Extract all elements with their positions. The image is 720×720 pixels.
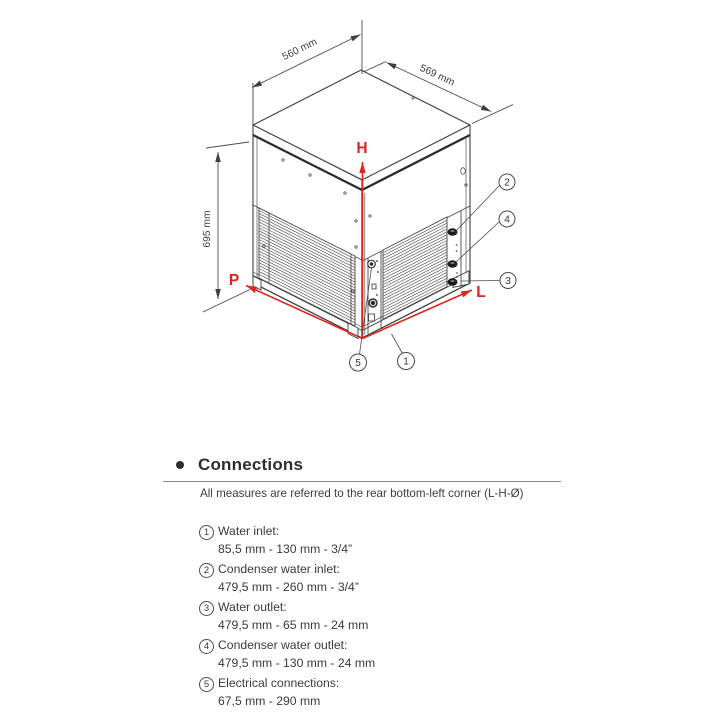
item-label: Condenser water inlet: bbox=[218, 562, 340, 576]
connections-heading-label: Connections bbox=[198, 455, 304, 474]
measures-note: All measures are referred to the rear bottom-left corner (L-H-Ø) bbox=[200, 487, 524, 500]
item-value: 479,5 mm - 65 mm - 24 mm bbox=[218, 618, 369, 632]
item-value: 479,5 mm - 260 mm - 3/4” bbox=[218, 580, 359, 594]
item-number-badge: 2 bbox=[199, 563, 214, 578]
connection-item bbox=[199, 676, 375, 709]
axis-p-label: P bbox=[228, 272, 240, 289]
dim-height-label: 695 mm bbox=[202, 210, 213, 248]
item-label: Electrical connections: bbox=[218, 676, 340, 690]
fitting-2 bbox=[448, 228, 458, 236]
axis-h-label: H bbox=[356, 140, 368, 157]
dim-width-label: 560 mm bbox=[280, 36, 320, 63]
dim-depth-label: 569 mm bbox=[417, 62, 457, 89]
connection-item bbox=[199, 638, 375, 671]
axis-l-label: L bbox=[476, 284, 486, 301]
fitting-4 bbox=[448, 260, 458, 268]
callout-5-num: 5 bbox=[355, 358, 361, 369]
connection-item bbox=[199, 524, 375, 557]
callout-1-num: 1 bbox=[403, 356, 409, 368]
item-label: Water outlet: bbox=[218, 600, 287, 614]
item-number-badge: 1 bbox=[199, 525, 214, 540]
item-value: 479,5 mm - 130 mm - 24 mm bbox=[218, 656, 376, 670]
item-label: Water inlet: bbox=[218, 524, 280, 538]
item-number-badge: 3 bbox=[199, 601, 214, 616]
callout-2-num: 2 bbox=[504, 177, 510, 189]
connections-list bbox=[199, 524, 375, 714]
callout-4-num: 4 bbox=[504, 214, 510, 226]
item-number-badge: 5 bbox=[199, 677, 214, 692]
connection-item bbox=[199, 600, 375, 633]
dimension-height-695 bbox=[202, 142, 250, 312]
item-value: 67,5 mm - 290 mm bbox=[218, 694, 321, 708]
connections-heading bbox=[176, 455, 303, 475]
callout-3-num: 3 bbox=[505, 276, 511, 287]
item-value: 85,5 mm - 130 mm - 3/4” bbox=[218, 542, 353, 556]
fitting-3 bbox=[448, 278, 458, 286]
item-number-badge: 4 bbox=[199, 639, 214, 654]
connection-item bbox=[199, 562, 375, 595]
bullet-icon bbox=[176, 461, 184, 469]
heading-divider bbox=[163, 481, 561, 482]
item-label: Condenser water outlet: bbox=[218, 638, 348, 652]
